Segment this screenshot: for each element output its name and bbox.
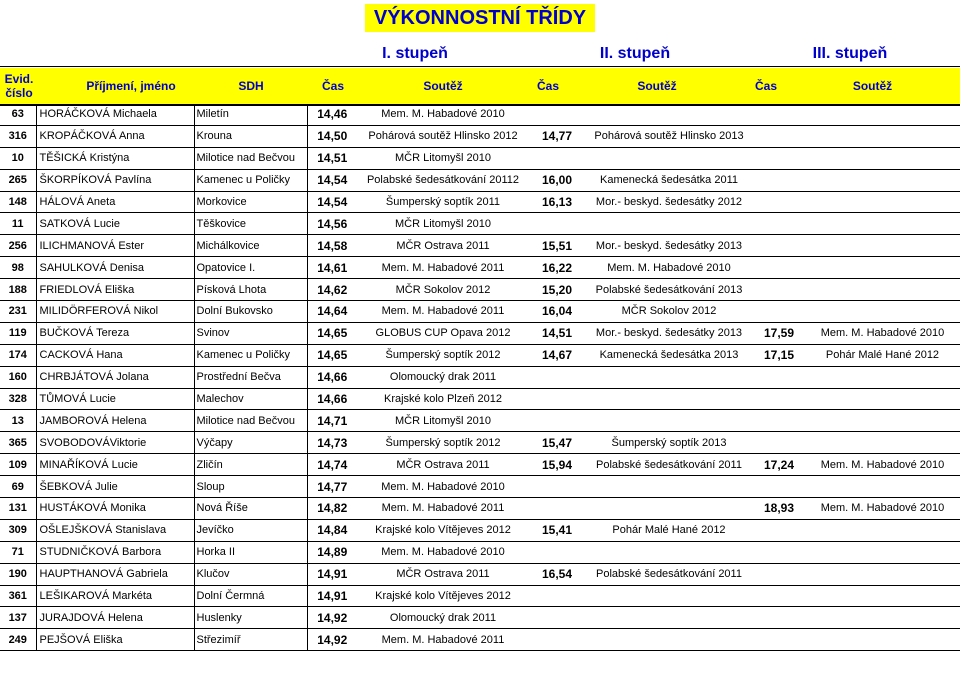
cell-cas-1: 14,89 <box>307 541 357 563</box>
header-cas-3: Čas <box>754 79 777 93</box>
cell-cas-1: 14,56 <box>307 213 357 235</box>
cell-evid-cislo: 71 <box>0 541 36 563</box>
cell-cas-3 <box>753 388 805 410</box>
cell-sdh: Svinov <box>194 322 307 344</box>
cell-cas-2 <box>529 147 585 169</box>
cell-jmeno: JAMBOROVÁ Helena <box>36 410 194 432</box>
cell-cas-2 <box>529 366 585 388</box>
cell-soutez-1: Mem. M. Habadové 2010 <box>357 541 529 563</box>
cell-evid-cislo: 328 <box>0 388 36 410</box>
cell-cas-2 <box>529 498 585 520</box>
cell-soutez-3 <box>805 257 960 279</box>
cell-cas-1: 14,64 <box>307 301 357 323</box>
cell-jmeno: HORÁČKOVÁ Michaela <box>36 104 194 125</box>
cell-cas-1: 14,73 <box>307 432 357 454</box>
cell-soutez-1: MČR Ostrava 2011 <box>357 454 529 476</box>
cell-soutez-3: Mem. M. Habadové 2010 <box>805 322 960 344</box>
cell-cas-1: 14,65 <box>307 344 357 366</box>
cell-cas-3 <box>753 147 805 169</box>
cell-sdh: Huslenky <box>194 607 307 629</box>
cell-evid-cislo: 174 <box>0 344 36 366</box>
cell-soutez-2: Pohárová soutěž Hlinsko 2013 <box>585 125 753 147</box>
cell-sdh: Miletín <box>194 104 307 125</box>
cell-jmeno: HUSTÁKOVÁ Monika <box>36 498 194 520</box>
cell-cas-3 <box>753 585 805 607</box>
cell-cas-1: 14,61 <box>307 257 357 279</box>
cell-sdh: Jevíčko <box>194 519 307 541</box>
cell-cas-3 <box>753 519 805 541</box>
cell-cas-2: 16,00 <box>529 169 585 191</box>
cell-soutez-1: Krajské kolo Vítějeves 2012 <box>357 519 529 541</box>
cell-soutez-2 <box>585 213 753 235</box>
cell-cas-3 <box>753 541 805 563</box>
cell-soutez-2 <box>585 498 753 520</box>
cell-evid-cislo: 361 <box>0 585 36 607</box>
cell-evid-cislo: 98 <box>0 257 36 279</box>
cell-cas-3 <box>753 476 805 498</box>
cell-jmeno: SVOBODOVÁViktorie <box>36 432 194 454</box>
cell-soutez-3 <box>805 629 960 651</box>
cell-sdh: Kamenec u Poličky <box>194 169 307 191</box>
header-jmeno: Příjmení, jméno <box>86 79 176 93</box>
cell-soutez-3 <box>805 607 960 629</box>
cell-soutez-3 <box>805 301 960 323</box>
cell-evid-cislo: 188 <box>0 279 36 301</box>
cell-jmeno: SAHULKOVÁ Denisa <box>36 257 194 279</box>
cell-soutez-2 <box>585 410 753 432</box>
cell-cas-3: 17,59 <box>753 322 805 344</box>
cell-cas-3 <box>753 257 805 279</box>
cell-cas-2: 15,41 <box>529 519 585 541</box>
cell-soutez-1: GLOBUS CUP Opava 2012 <box>357 322 529 344</box>
cell-soutez-1: MČR Sokolov 2012 <box>357 279 529 301</box>
cell-soutez-2 <box>585 147 753 169</box>
cell-cas-2: 14,77 <box>529 125 585 147</box>
cell-sdh: Michálkovice <box>194 235 307 257</box>
cell-evid-cislo: 148 <box>0 191 36 213</box>
table-row <box>0 301 960 323</box>
cell-soutez-1: MČR Ostrava 2011 <box>357 563 529 585</box>
cell-soutez-2: Polabské šedesátkování 2011 <box>585 563 753 585</box>
table-row <box>0 344 960 366</box>
cell-soutez-1: MČR Litomyšl 2010 <box>357 147 529 169</box>
cell-cas-1: 14,46 <box>307 104 357 125</box>
cell-cas-1: 14,92 <box>307 629 357 651</box>
table-row <box>0 191 960 213</box>
cell-cas-2: 14,67 <box>529 344 585 366</box>
cell-cas-2 <box>529 607 585 629</box>
cell-evid-cislo: 109 <box>0 454 36 476</box>
cell-soutez-3: Mem. M. Habadové 2010 <box>805 454 960 476</box>
cell-soutez-1: Pohárová soutěž Hlinsko 2012 <box>357 125 529 147</box>
cell-soutez-1: MČR Litomyšl 2010 <box>357 213 529 235</box>
table-row <box>0 125 960 147</box>
cell-jmeno: LEŠIKAROVÁ Markéta <box>36 585 194 607</box>
cell-cas-1: 14,82 <box>307 498 357 520</box>
cell-sdh: Dolní Bukovsko <box>194 301 307 323</box>
cell-cas-2 <box>529 585 585 607</box>
table-row <box>0 519 960 541</box>
table-row <box>0 104 960 125</box>
cell-cas-2 <box>529 476 585 498</box>
table-row <box>0 563 960 585</box>
cell-evid-cislo: 190 <box>0 563 36 585</box>
cell-evid-cislo: 231 <box>0 301 36 323</box>
cell-soutez-1: MČR Litomyšl 2010 <box>357 410 529 432</box>
cell-soutez-1: Mem. M. Habadové 2010 <box>357 104 529 125</box>
cell-soutez-3 <box>805 476 960 498</box>
table-row <box>0 476 960 498</box>
cell-soutez-2: Mor.- beskyd. šedesátky 2013 <box>585 322 753 344</box>
table-row <box>0 213 960 235</box>
cell-cas-2: 16,54 <box>529 563 585 585</box>
header-cas-2: Čas <box>536 79 559 93</box>
cell-cas-3 <box>753 104 805 125</box>
cell-cas-3 <box>753 235 805 257</box>
cell-cas-2: 16,13 <box>529 191 585 213</box>
cell-jmeno: ILICHMANOVÁ Ester <box>36 235 194 257</box>
cell-cas-1: 14,66 <box>307 388 357 410</box>
cell-jmeno: JURAJDOVÁ Helena <box>36 607 194 629</box>
cell-sdh: Horka II <box>194 541 307 563</box>
cell-jmeno: ŠKORPÍKOVÁ Pavlína <box>36 169 194 191</box>
cell-cas-2: 15,94 <box>529 454 585 476</box>
table-row <box>0 235 960 257</box>
cell-jmeno: ŠEBKOVÁ Julie <box>36 476 194 498</box>
table-row <box>0 366 960 388</box>
cell-cas-3 <box>753 191 805 213</box>
header-cislo: Evid. číslo <box>4 72 34 100</box>
cell-soutez-3 <box>805 563 960 585</box>
cell-cas-3: 17,24 <box>753 454 805 476</box>
cell-soutez-2: Kamenecká šedesátka 2013 <box>585 344 753 366</box>
cell-soutez-3 <box>805 169 960 191</box>
cell-sdh: Milotice nad Bečvou <box>194 410 307 432</box>
level-1-header: I. stupeň <box>382 45 448 62</box>
page-title: VÝKONNOSTNÍ TŘÍDY <box>365 4 595 32</box>
table-row <box>0 257 960 279</box>
table-row <box>0 629 960 651</box>
cell-cas-3 <box>753 169 805 191</box>
cell-cas-1: 14,51 <box>307 147 357 169</box>
cell-cas-2: 15,47 <box>529 432 585 454</box>
cell-cas-1: 14,77 <box>307 476 357 498</box>
cell-cas-1: 14,66 <box>307 366 357 388</box>
cell-evid-cislo: 69 <box>0 476 36 498</box>
table-row <box>0 388 960 410</box>
cell-cas-2 <box>529 388 585 410</box>
cell-cas-1: 14,92 <box>307 607 357 629</box>
cell-sdh: Malechov <box>194 388 307 410</box>
cell-cas-1: 14,71 <box>307 410 357 432</box>
cell-cas-3 <box>753 213 805 235</box>
cell-jmeno: HAUPTHANOVÁ Gabriela <box>36 563 194 585</box>
cell-soutez-2 <box>585 607 753 629</box>
table-row <box>0 432 960 454</box>
cell-soutez-2 <box>585 541 753 563</box>
cell-soutez-1: Olomoucký drak 2011 <box>357 366 529 388</box>
cell-cas-3 <box>753 301 805 323</box>
cell-evid-cislo: 309 <box>0 519 36 541</box>
cell-evid-cislo: 137 <box>0 607 36 629</box>
header-sdh: SDH <box>238 79 264 93</box>
cell-soutez-2 <box>585 104 753 125</box>
cell-evid-cislo: 160 <box>0 366 36 388</box>
table-row <box>0 322 960 344</box>
cell-soutez-1: Šumperský soptík 2012 <box>357 344 529 366</box>
cell-sdh: Milotice nad Bečvou <box>194 147 307 169</box>
cell-cas-1: 14,54 <box>307 191 357 213</box>
cell-soutez-3 <box>805 104 960 125</box>
table-row <box>0 498 960 520</box>
cell-soutez-2 <box>585 388 753 410</box>
cell-jmeno: MILIDÖRFEROVÁ Nikol <box>36 301 194 323</box>
cell-sdh: Písková Lhota <box>194 279 307 301</box>
header-soutez-3: Soutěž <box>852 79 893 93</box>
cell-jmeno: OŠLEJŠKOVÁ Stanislava <box>36 519 194 541</box>
header-soutez-1: Soutěž <box>423 79 463 93</box>
cell-cas-1: 14,91 <box>307 563 357 585</box>
cell-sdh: Výčapy <box>194 432 307 454</box>
cell-sdh: Kamenec u Poličky <box>194 344 307 366</box>
cell-cas-3 <box>753 607 805 629</box>
cell-soutez-2: Šumperský soptík 2013 <box>585 432 753 454</box>
cell-cas-2 <box>529 410 585 432</box>
cell-soutez-3 <box>805 410 960 432</box>
cell-soutez-3 <box>805 519 960 541</box>
cell-cas-3 <box>753 366 805 388</box>
cell-soutez-3 <box>805 147 960 169</box>
cell-evid-cislo: 131 <box>0 498 36 520</box>
cell-sdh: Opatovice I. <box>194 257 307 279</box>
cell-sdh: Klučov <box>194 563 307 585</box>
table-row <box>0 410 960 432</box>
table-row <box>0 454 960 476</box>
cell-cas-3 <box>753 432 805 454</box>
cell-cas-2 <box>529 104 585 125</box>
cell-soutez-2: MČR Sokolov 2012 <box>585 301 753 323</box>
cell-cas-2 <box>529 541 585 563</box>
cell-soutez-1: Polabské šedesátkování 20112 <box>357 169 529 191</box>
cell-soutez-3 <box>805 213 960 235</box>
cell-cas-1: 14,74 <box>307 454 357 476</box>
table-row <box>0 585 960 607</box>
cell-sdh: Krouna <box>194 125 307 147</box>
cell-jmeno: BUČKOVÁ Tereza <box>36 322 194 344</box>
cell-cas-2: 15,20 <box>529 279 585 301</box>
cell-sdh: Prostřední Bečva <box>194 366 307 388</box>
cell-cas-3 <box>753 125 805 147</box>
cell-jmeno: CACKOVÁ Hana <box>36 344 194 366</box>
cell-cas-2: 16,04 <box>529 301 585 323</box>
cell-soutez-2: Kamenecká šedesátka 2011 <box>585 169 753 191</box>
cell-jmeno: PEJŠOVÁ Eliška <box>36 629 194 651</box>
cell-cas-3: 17,15 <box>753 344 805 366</box>
cell-cas-2 <box>529 213 585 235</box>
cell-soutez-1: Šumperský soptík 2012 <box>357 432 529 454</box>
cell-cas-1: 14,91 <box>307 585 357 607</box>
cell-sdh: Dolní Čermná <box>194 585 307 607</box>
table-row <box>0 607 960 629</box>
divider <box>0 66 960 67</box>
cell-jmeno: HÁLOVÁ Aneta <box>36 191 194 213</box>
cell-jmeno: CHRBJÁTOVÁ Jolana <box>36 366 194 388</box>
cell-soutez-3 <box>805 585 960 607</box>
table-row <box>0 169 960 191</box>
cell-soutez-1: Krajské kolo Plzeň 2012 <box>357 388 529 410</box>
cell-cas-1: 14,65 <box>307 322 357 344</box>
cell-soutez-2: Mem. M. Habadové 2010 <box>585 257 753 279</box>
cell-sdh: Sloup <box>194 476 307 498</box>
cell-soutez-3 <box>805 191 960 213</box>
cell-cas-2: 15,51 <box>529 235 585 257</box>
cell-cas-3: 18,93 <box>753 498 805 520</box>
cell-jmeno: TŮMOVÁ Lucie <box>36 388 194 410</box>
cell-soutez-2: Mor.- beskyd. šedesátky 2013 <box>585 235 753 257</box>
cell-soutez-2 <box>585 366 753 388</box>
cell-soutez-3 <box>805 235 960 257</box>
cell-evid-cislo: 63 <box>0 104 36 125</box>
cell-evid-cislo: 249 <box>0 629 36 651</box>
cell-cas-1: 14,54 <box>307 169 357 191</box>
cell-soutez-2 <box>585 476 753 498</box>
table-row <box>0 147 960 169</box>
level-2-header: II. stupeň <box>599 45 671 62</box>
cell-jmeno: KROPÁČKOVÁ Anna <box>36 125 194 147</box>
cell-soutez-1: Mem. M. Habadové 2011 <box>357 301 529 323</box>
cell-soutez-2: Polabské šedesátkování 2013 <box>585 279 753 301</box>
cell-soutez-3: Pohár Malé Hané 2012 <box>805 344 960 366</box>
cell-soutez-1: Mem. M. Habadové 2011 <box>357 629 529 651</box>
cell-jmeno: STUDNIČKOVÁ Barbora <box>36 541 194 563</box>
cell-soutez-3: Mem. M. Habadové 2010 <box>805 498 960 520</box>
cell-soutez-2: Pohár Malé Hané 2012 <box>585 519 753 541</box>
cell-evid-cislo: 10 <box>0 147 36 169</box>
cell-jmeno: SATKOVÁ Lucie <box>36 213 194 235</box>
cell-soutez-1: MČR Ostrava 2011 <box>357 235 529 257</box>
cell-soutez-2: Mor.- beskyd. šedesátky 2012 <box>585 191 753 213</box>
cell-evid-cislo: 265 <box>0 169 36 191</box>
cell-evid-cislo: 119 <box>0 322 36 344</box>
cell-soutez-2 <box>585 585 753 607</box>
cell-evid-cislo: 11 <box>0 213 36 235</box>
cell-evid-cislo: 316 <box>0 125 36 147</box>
cell-cas-1: 14,50 <box>307 125 357 147</box>
cell-cas-3 <box>753 563 805 585</box>
results-table <box>0 104 960 651</box>
table-row <box>0 541 960 563</box>
cell-jmeno: FRIEDLOVÁ Eliška <box>36 279 194 301</box>
cell-sdh: Nová Říše <box>194 498 307 520</box>
table-row <box>0 279 960 301</box>
cell-jmeno: MINAŘÍKOVÁ Lucie <box>36 454 194 476</box>
cell-cas-2 <box>529 629 585 651</box>
cell-evid-cislo: 256 <box>0 235 36 257</box>
cell-soutez-1: Mem. M. Habadové 2011 <box>357 498 529 520</box>
cell-sdh: Zličín <box>194 454 307 476</box>
cell-evid-cislo: 365 <box>0 432 36 454</box>
cell-soutez-2: Polabské šedesátkování 2011 <box>585 454 753 476</box>
cell-soutez-3 <box>805 432 960 454</box>
cell-sdh: Střezimíř <box>194 629 307 651</box>
cell-sdh: Morkovice <box>194 191 307 213</box>
cell-soutez-2 <box>585 629 753 651</box>
cell-cas-2: 14,51 <box>529 322 585 344</box>
cell-soutez-3 <box>805 541 960 563</box>
cell-soutez-3 <box>805 125 960 147</box>
cell-soutez-1: Olomoucký drak 2011 <box>357 607 529 629</box>
cell-cas-2: 16,22 <box>529 257 585 279</box>
cell-soutez-1: Krajské kolo Vítějeves 2012 <box>357 585 529 607</box>
cell-soutez-3 <box>805 279 960 301</box>
table-header <box>0 68 960 104</box>
cell-cas-1: 14,62 <box>307 279 357 301</box>
cell-cas-3 <box>753 410 805 432</box>
cell-soutez-3 <box>805 366 960 388</box>
cell-cas-3 <box>753 629 805 651</box>
header-cas-1: Čas <box>321 79 344 93</box>
cell-soutez-1: Mem. M. Habadové 2011 <box>357 257 529 279</box>
cell-cas-1: 14,58 <box>307 235 357 257</box>
cell-soutez-3 <box>805 388 960 410</box>
header-soutez-2: Soutěž <box>637 79 677 93</box>
level-3-header: III. stupeň <box>812 45 888 62</box>
cell-jmeno: TĚŠICKÁ Kristýna <box>36 147 194 169</box>
cell-soutez-1: Mem. M. Habadové 2010 <box>357 476 529 498</box>
cell-sdh: Těškovice <box>194 213 307 235</box>
cell-evid-cislo: 13 <box>0 410 36 432</box>
cell-cas-3 <box>753 279 805 301</box>
level-headers <box>0 42 960 66</box>
cell-cas-1: 14,84 <box>307 519 357 541</box>
cell-soutez-1: Šumperský soptík 2011 <box>357 191 529 213</box>
